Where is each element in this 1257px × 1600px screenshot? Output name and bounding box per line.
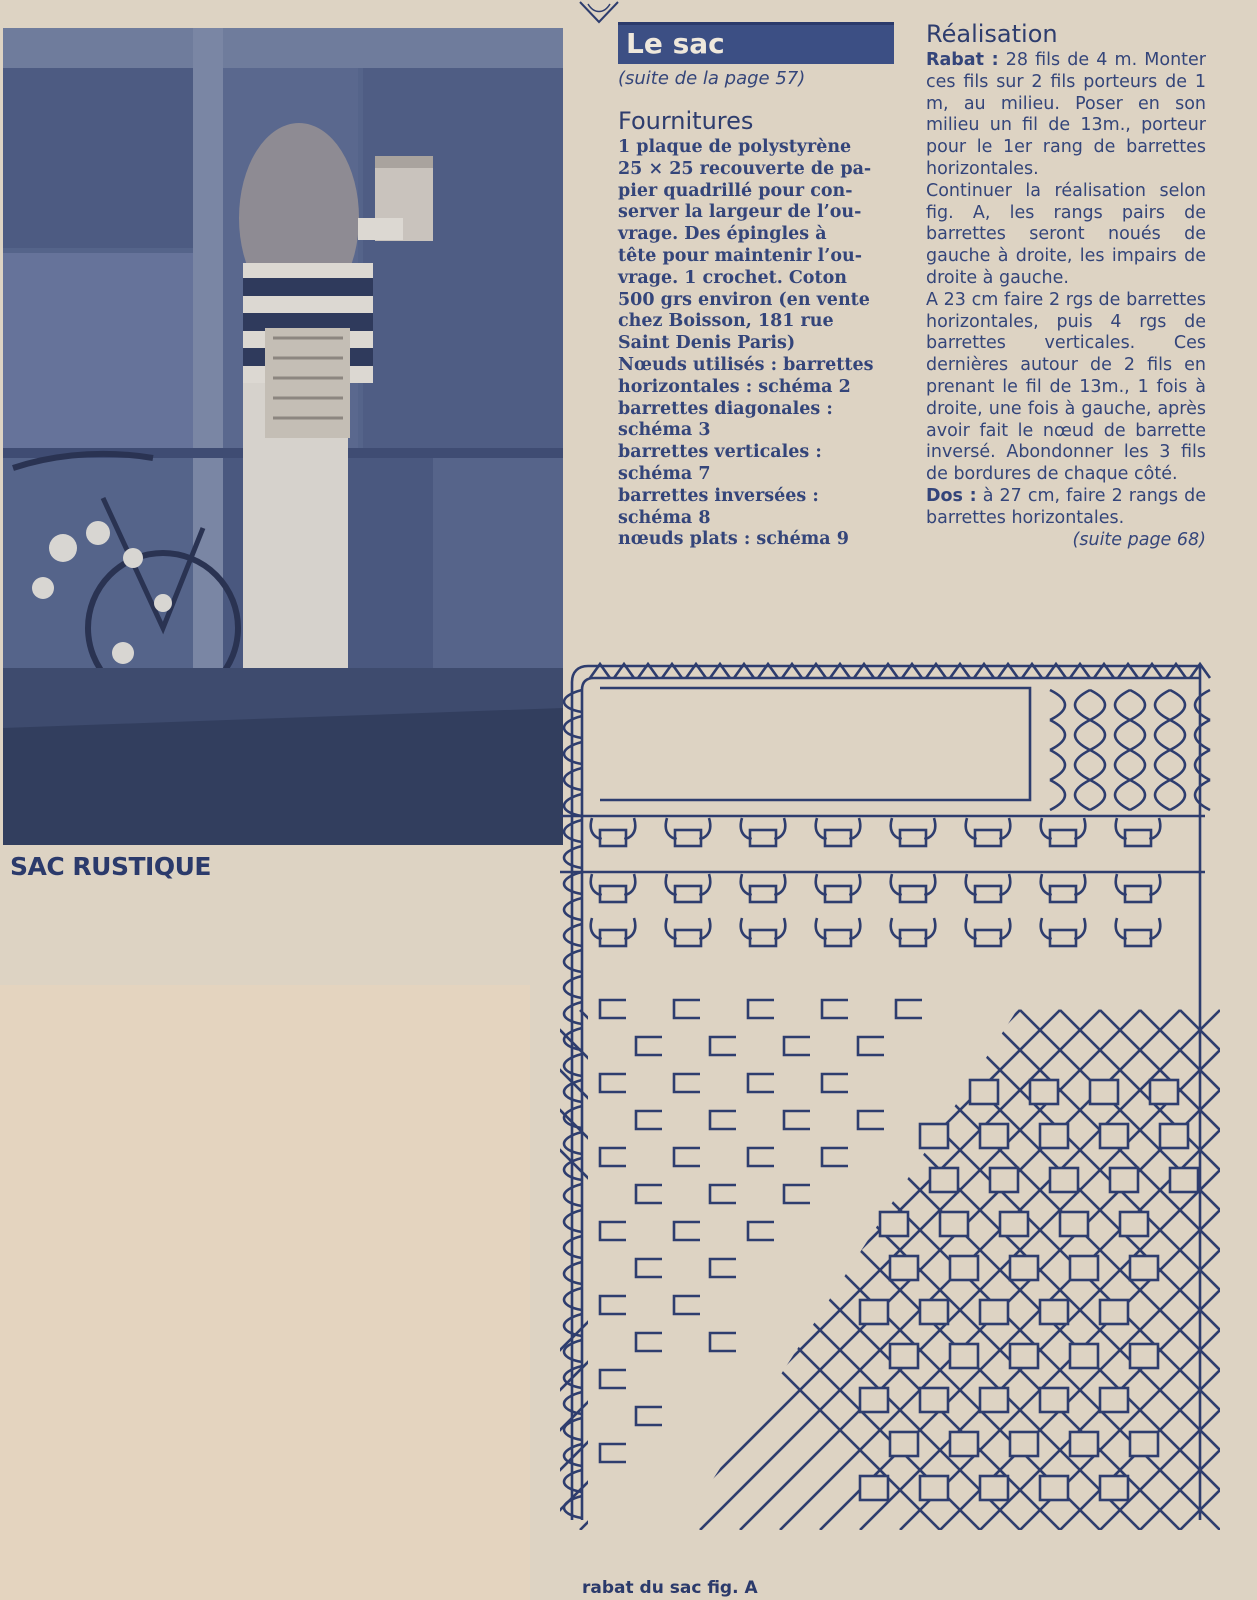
rabat-text: 28 fils de 4 m. Monter ces fils sur 2 fils porteurs de 1 m, au milieu. Poser en son milieu un fil de 13m., porteur pour le 1er rang de barrettes horizontales. <box>926 50 1206 179</box>
square-knot <box>1170 1168 1198 1192</box>
mesh-cord <box>1130 780 1145 810</box>
square-knot <box>1100 1388 1128 1412</box>
square-knot <box>1130 1256 1158 1280</box>
paragraph-2: Continuer la réalisation selon fig. A, les rangs pairs de barrettes seront noués de gauche à droite, les impairs de droite à gauche. <box>926 180 1206 288</box>
knot-bar <box>1050 886 1076 902</box>
dos-label: Dos : <box>926 485 977 506</box>
mesh-cord <box>1115 720 1130 750</box>
mesh-cord <box>1130 690 1145 720</box>
macrame-knot-pattern <box>560 664 1220 1530</box>
supplies-line: vrage. 1 crochet. Coton <box>618 267 847 288</box>
supplies-line: Nœuds utilisés : barrettes <box>618 354 874 375</box>
square-knot <box>920 1300 948 1324</box>
supplies-line: pier quadrillé pour con- <box>618 180 853 201</box>
square-knot <box>940 1212 968 1236</box>
knot-bar <box>975 886 1001 902</box>
knot-bar <box>975 930 1001 946</box>
continued-note: (suite page 68) <box>1072 529 1206 550</box>
supplies-list <box>618 137 898 551</box>
square-knot <box>860 1388 888 1412</box>
supplies-line: schéma 3 <box>618 420 711 441</box>
knot-bar <box>600 830 626 846</box>
article-title: Le sac <box>618 22 894 64</box>
mesh-cord <box>1090 720 1105 750</box>
article-subtitle: (suite de la page 57) <box>618 68 806 89</box>
square-knot <box>860 1476 888 1500</box>
square-knot <box>1060 1212 1088 1236</box>
supplies-line: vrage. Des épingles à <box>618 224 827 245</box>
square-knot <box>890 1344 918 1368</box>
supplies-line: 25 × 25 recouverte de pa- <box>618 158 872 179</box>
square-knot <box>1010 1344 1038 1368</box>
mesh-cord <box>1050 750 1065 780</box>
mesh-cord <box>1170 780 1185 810</box>
paragraph-3: A 23 cm faire 2 rgs de barrettes horizontales, puis 4 rgs de barrettes verticales. Ces dernières autour de 2 fils en prenant le fil de 13m., 1 fois à droite, une fois à gauche, après avoir fait le nœud de barrette inversé. Abondonner les 3 fils de bordures de chaque côté. <box>926 289 1206 485</box>
realisation-text <box>926 50 1206 530</box>
square-knot <box>1040 1124 1068 1148</box>
knot-bar <box>750 886 776 902</box>
macrame-diagram <box>560 660 1220 1530</box>
square-knot <box>990 1168 1018 1192</box>
supplies-line: barrettes verticales : <box>618 442 822 463</box>
knot-bar <box>900 830 926 846</box>
knot-bar <box>825 886 851 902</box>
square-knot <box>1110 1168 1138 1192</box>
mesh-cord <box>1075 720 1090 750</box>
article-column-left <box>618 22 898 551</box>
mesh-cord <box>1195 720 1210 750</box>
square-knot <box>980 1476 1008 1500</box>
knot-bar <box>1125 930 1151 946</box>
square-knot <box>980 1388 1008 1412</box>
square-knot <box>1010 1432 1038 1456</box>
mesh-cord <box>1090 750 1105 780</box>
square-knot <box>1100 1476 1128 1500</box>
supplies-line: schéma 8 <box>618 507 711 528</box>
mesh-cord <box>1170 750 1185 780</box>
square-knot <box>1100 1300 1128 1324</box>
knot-bar <box>1125 830 1151 846</box>
knot-bar <box>900 930 926 946</box>
supplies-line: nœuds plats : schéma 9 <box>618 529 849 550</box>
rabat-outline <box>600 688 1030 800</box>
supplies-line: chez Boisson, 181 rue <box>618 311 834 332</box>
supplies-line: 500 grs environ (en vente <box>618 289 870 310</box>
square-knot <box>1120 1212 1148 1236</box>
mesh-cord <box>1170 690 1185 720</box>
rabat-label: Rabat : <box>926 50 999 70</box>
mesh-cord <box>1090 780 1105 810</box>
mesh-cord <box>1195 690 1210 720</box>
square-knot <box>1050 1168 1078 1192</box>
square-knot <box>1010 1256 1038 1280</box>
mesh-cord <box>1075 750 1090 780</box>
photo-caption: SAC RUSTIQUE <box>10 852 211 881</box>
dos-text: à 27 cm, faire 2 rangs de barrettes horizontales. <box>926 485 1206 528</box>
square-knot <box>1090 1080 1118 1104</box>
square-knot <box>1150 1080 1178 1104</box>
knot-bar <box>825 930 851 946</box>
square-knot <box>1160 1124 1188 1148</box>
square-knot <box>1000 1212 1028 1236</box>
knot-bar <box>600 886 626 902</box>
knot-bar <box>825 830 851 846</box>
mesh-cord <box>1195 780 1210 810</box>
square-knot <box>920 1388 948 1412</box>
square-knot <box>1070 1432 1098 1456</box>
knot-bar <box>675 930 701 946</box>
supplies-line: barrettes diagonales : <box>618 398 833 419</box>
rabat-paragraph <box>926 50 1206 181</box>
square-knot <box>920 1476 948 1500</box>
knot-bar <box>975 830 1001 846</box>
mesh-cord <box>1075 690 1090 720</box>
article-column-right <box>926 20 1206 550</box>
knot-bar <box>1125 886 1151 902</box>
knot-bar <box>675 886 701 902</box>
square-knot <box>950 1432 978 1456</box>
ornament-icon <box>578 0 620 24</box>
figure-caption: rabat du sac fig. A <box>582 1578 758 1598</box>
realisation-heading: Réalisation <box>926 20 1058 48</box>
knot-bar <box>675 830 701 846</box>
knot-bar <box>900 886 926 902</box>
supplies-heading: Fournitures <box>618 107 754 135</box>
square-knot <box>950 1344 978 1368</box>
square-knot <box>980 1300 1008 1324</box>
supplies-line: 1 plaque de polystyrène <box>618 137 852 157</box>
mesh-cord <box>1050 720 1065 750</box>
square-knot <box>890 1432 918 1456</box>
square-knot <box>880 1212 908 1236</box>
mesh-cord <box>1090 690 1105 720</box>
knot-bar <box>750 830 776 846</box>
knot-bar <box>1050 830 1076 846</box>
mesh-cord <box>1155 690 1170 720</box>
square-knot <box>970 1080 998 1104</box>
square-knot <box>1100 1124 1128 1148</box>
supplies-line: server la largeur de l’ou- <box>618 202 862 223</box>
square-knot <box>1070 1256 1098 1280</box>
square-knot <box>930 1168 958 1192</box>
mesh-cord <box>1155 780 1170 810</box>
square-knot <box>1040 1476 1068 1500</box>
mesh-cord <box>1115 750 1130 780</box>
square-knot <box>890 1256 918 1280</box>
mesh-cord <box>1115 780 1130 810</box>
supplies-line: Saint Denis Paris) <box>618 333 796 354</box>
mesh-cord <box>1130 720 1145 750</box>
photo-rustic-bag <box>3 28 563 845</box>
supplies-line: schéma 7 <box>618 463 711 484</box>
supplies-line: horizontales : schéma 2 <box>618 376 851 397</box>
square-knot <box>950 1256 978 1280</box>
supplies-line: tête pour maintenir l’ou- <box>618 245 863 266</box>
knot-bar <box>1050 930 1076 946</box>
supplies-line: barrettes inversées : <box>618 485 819 506</box>
square-knot <box>1030 1080 1058 1104</box>
square-knot <box>1070 1344 1098 1368</box>
mesh-cord <box>1075 780 1090 810</box>
mesh-cord <box>1195 750 1210 780</box>
mesh-cord <box>1155 720 1170 750</box>
mesh-cord <box>1155 750 1170 780</box>
square-knot <box>1130 1344 1158 1368</box>
square-knot <box>1040 1300 1068 1324</box>
mesh-cord <box>1115 690 1130 720</box>
mesh-cord <box>1050 780 1065 810</box>
square-knot <box>1040 1388 1068 1412</box>
knot-bar <box>750 930 776 946</box>
mesh-cord <box>1170 720 1185 750</box>
square-knot <box>980 1124 1008 1148</box>
square-knot <box>1130 1432 1158 1456</box>
square-knot <box>860 1300 888 1324</box>
dos-paragraph <box>926 486 1206 530</box>
knot-bar <box>600 930 626 946</box>
mesh-cord <box>1130 750 1145 780</box>
square-knot <box>920 1124 948 1148</box>
mesh-cord <box>1050 690 1065 720</box>
